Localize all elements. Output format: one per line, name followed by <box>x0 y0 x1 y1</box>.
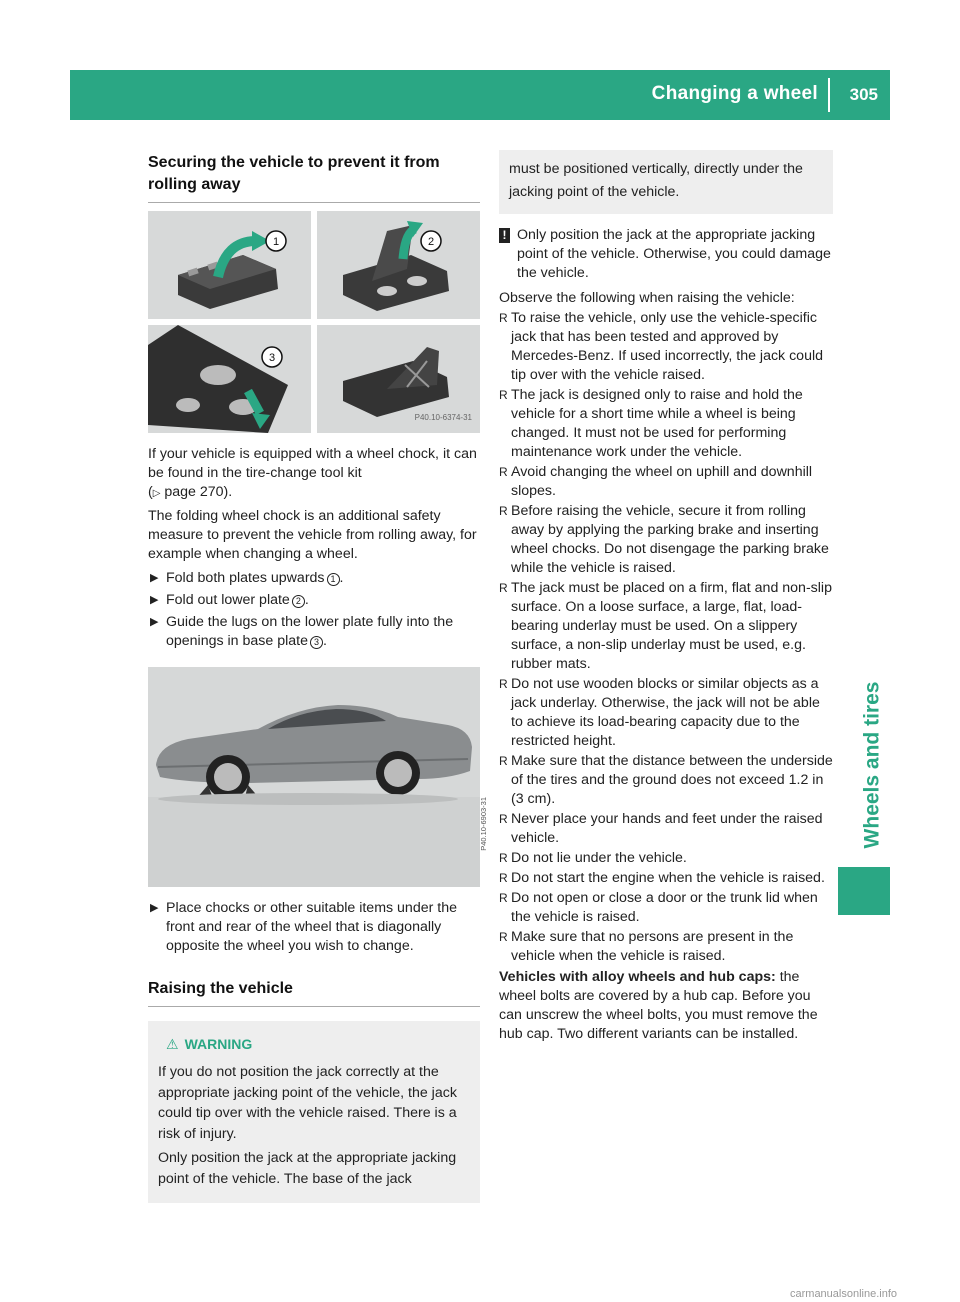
arrow-icon: ▶ <box>150 594 159 606</box>
instruction-step <box>148 613 480 651</box>
list-item <box>499 386 833 462</box>
page-ref-open: ( <box>148 484 153 500</box>
list-item-text: Make sure that no persons are present in the vehicle when the vehicle is raised. <box>511 929 794 964</box>
list-item-text: Do not lie under the vehicle. <box>511 850 687 866</box>
bullet-icon: R <box>499 930 508 944</box>
section-title-securing: Securing the vehicle to prevent it from rolling away <box>148 152 480 203</box>
bullet-icon: R <box>499 388 508 402</box>
bullet-icon: R <box>499 812 508 826</box>
chapter-title: Changing a wheel <box>651 83 818 104</box>
paragraph-lead: Vehicles with alloy wheels and hub caps: <box>499 969 776 985</box>
list-item-text: Never place your hands and feet under the raised vehicle. <box>511 811 823 846</box>
header-bar <box>70 70 890 120</box>
list-item <box>499 675 833 751</box>
warning-title <box>158 1035 470 1054</box>
arrow-icon: ▶ <box>150 902 159 914</box>
left-column <box>148 152 488 1203</box>
list-item <box>499 752 833 809</box>
step-end: . <box>304 592 309 608</box>
step-text: Place chocks or other suitable items under the front and rear of the wheel that is diagonally opposite the wheel you wish to change. <box>166 900 457 954</box>
bullet-icon: R <box>499 754 508 768</box>
paragraph-text: the wheel bolts are covered by a hub cap. Before you can unscrew the wheel bolts, you must remove the hub cap. Two different variants can be installed. <box>499 969 818 1042</box>
header-divider <box>828 78 830 112</box>
page-number: 305 <box>849 85 878 104</box>
chock-panel-2 <box>317 211 480 319</box>
list-item-text: To raise the vehicle, only use the vehicle-specific jack that has been tested and approved by Mercedes-Benz. If used incorrectly, the jack could tip over with the vehicle raised. <box>511 310 823 383</box>
watermark: carmanualsonline.info <box>790 1288 898 1300</box>
instruction-step <box>148 899 480 956</box>
step-end: . <box>339 570 344 586</box>
list-item <box>499 309 833 385</box>
exclamation-icon: ! <box>499 228 510 243</box>
notice-text: Only position the jack at the appropriate jacking point of the vehicle. Otherwise, you could damage the vehicle. <box>517 227 831 281</box>
bullet-list <box>499 309 833 966</box>
list-item-text: Do not start the engine when the vehicle is raised. <box>511 870 825 886</box>
instruction-step <box>148 591 480 610</box>
right-column <box>499 150 833 1044</box>
figure-code: P40.10-6374-31 <box>414 413 472 422</box>
list-item <box>499 502 833 578</box>
list-item-text: The jack must be placed on a firm, flat and non-slip surface. On a loose surface, a large, flat, load-bearing underlay must be used. On a slippery surface, a non-slip underlay must be used, e.g. rubber mats. <box>511 580 832 672</box>
paragraph <box>148 445 480 503</box>
list-item-text: Do not use wooden blocks or similar objects as a jack underlay. Otherwise, the jack will not be able to achieve its load-bearing capacity due to the restricted height. <box>511 676 820 749</box>
chock-panel-1 <box>148 211 311 319</box>
warning-text: Only position the jack at the appropriate jacking point of the vehicle. The base of the jack <box>158 1150 457 1187</box>
triangle-icon: ▷ <box>152 488 161 499</box>
bullet-icon: R <box>499 504 508 518</box>
warning-icon: ⚠ <box>166 1036 179 1052</box>
callout-number: 1 <box>327 573 340 586</box>
section-title-raising: Raising the vehicle <box>148 978 480 1007</box>
list-item-text: The jack is designed only to raise and hold the vehicle for a short time while a wheel is being changed. It must not be used for performing maintenance work under the vehicle. <box>511 387 803 460</box>
wheel-chock-figure <box>148 211 480 435</box>
warning-box-continued <box>499 150 833 214</box>
page-ref-link[interactable]: page 270). <box>160 484 233 500</box>
list-item <box>499 579 833 674</box>
bullet-icon: R <box>499 581 508 595</box>
paragraph: Observe the following when raising the vehicle: <box>499 290 795 306</box>
callout-number: 3 <box>310 636 323 649</box>
svg-text:2: 2 <box>427 236 435 248</box>
step-text: Fold out lower plate <box>166 592 290 608</box>
list-item-text: Avoid changing the wheel on uphill and downhill slopes. <box>511 464 813 499</box>
list-item-text: Before raising the vehicle, secure it from rolling away by applying the parking brake and inserting wheel chocks. Do not disengage the parking brake while the vehicle is raised. <box>511 503 829 576</box>
callout-number: 2 <box>292 595 305 608</box>
list-item <box>499 889 833 927</box>
side-tab-label: Wheels and tires <box>860 681 884 849</box>
warning-title-text: WARNING <box>184 1036 253 1052</box>
chock-panel-3 <box>148 325 311 433</box>
warning-box <box>148 1021 480 1203</box>
list-item <box>499 869 833 888</box>
paragraph-text: If your vehicle is equipped with a wheel chock, it can be found in the tire-change tool kit <box>148 446 477 481</box>
arrow-icon: ▶ <box>150 616 159 628</box>
step-end: . <box>323 633 327 649</box>
side-tab-marker <box>838 867 890 915</box>
bullet-icon: R <box>499 677 508 691</box>
paragraph: The folding wheel chock is an additional safety measure to prevent the vehicle from rolling away, for example when changing a wheel. <box>148 508 477 562</box>
warning-text: must be positioned vertically, directly under the jacking point of the vehicle. <box>509 161 803 200</box>
list-item <box>499 463 833 501</box>
figure-code: P40.10-6903-31 <box>479 797 488 851</box>
paragraph <box>499 968 833 1044</box>
step-text: Fold both plates upwards <box>166 570 325 586</box>
side-tab <box>852 660 892 870</box>
chock-panel-4 <box>317 325 480 433</box>
arrow-icon: ▶ <box>150 572 159 584</box>
step-text: Guide the lugs on the lower plate fully into the openings in base plate <box>166 614 454 649</box>
warning-text: If you do not position the jack correctly at the appropriate jacking point of the vehicle, the jack could tip over with the vehicle raised. There is a risk of injury. <box>158 1064 457 1142</box>
list-item <box>499 928 833 966</box>
bullet-icon: R <box>499 851 508 865</box>
bullet-icon: R <box>499 871 508 885</box>
list-item <box>499 849 833 868</box>
notice <box>499 226 833 283</box>
bullet-icon: R <box>499 311 508 325</box>
svg-text:3: 3 <box>268 352 276 364</box>
bullet-icon: R <box>499 891 508 905</box>
list-item-text: Make sure that the distance between the underside of the tires and the ground does not exceed 1.2 in (3 cm). <box>511 753 833 807</box>
svg-text:1: 1 <box>272 236 280 248</box>
list-item <box>499 810 833 848</box>
instruction-step <box>148 569 480 588</box>
chocked-car-figure <box>148 667 488 887</box>
bullet-icon: R <box>499 465 508 479</box>
list-item-text: Do not open or close a door or the trunk lid when the vehicle is raised. <box>511 890 818 925</box>
